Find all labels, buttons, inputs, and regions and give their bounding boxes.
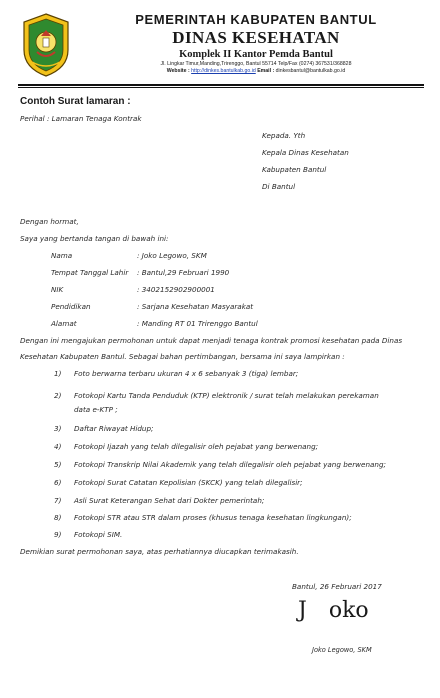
field-label-birth: Tempat Tanggal Lahir (51, 268, 129, 277)
letter-sample-title: Contoh Surat lamaran : (20, 96, 131, 107)
letter-greeting: Dengan hormat, (20, 217, 79, 226)
attachment-number: 2) (54, 391, 62, 400)
letterhead-address: Jl. Lingkar Timur,Manding,Trirenggo, Bantul 55714 Telp/Fax (0274) 367531/368828 (160, 61, 352, 67)
email-address: dinkesbantul@bantulkab.go.id (275, 68, 346, 74)
website-link[interactable]: http://dinkes.bantulkab.go.id (191, 68, 256, 74)
field-value-address: : Manding RT 01 Trirenggo Bantul (137, 319, 258, 328)
attachment-number: 4) (54, 442, 62, 451)
attachment-number: 6) (54, 478, 62, 487)
attachment-text: Fotokopi SIM. (74, 530, 123, 539)
attachment-number: 9) (54, 530, 62, 539)
attachment-text-continued: data e-KTP ; (74, 405, 118, 414)
attachment-text: Fotokopi Surat Catatan Kepolisian (SKCK) yang telah dilegalisir; (74, 478, 303, 487)
email-label: Email : (257, 68, 275, 74)
signature (298, 598, 369, 623)
field-value-nik: : 3402152902900001 (137, 285, 215, 294)
field-label-nik: NIK (51, 285, 64, 294)
field-label-address: Alamat (51, 319, 77, 328)
attachment-text: Fotokopi Transkrip Nilai Akademik yang telah dilegalisir oleh pejabat yang berwenang; (74, 460, 386, 469)
signature-rest: oko (328, 598, 369, 623)
letterhead-complex: Komplek II Kantor Pemda Bantul (179, 49, 333, 60)
attachment-text: Fotokopi Ijazah yang telah dilegalisir oleh pejabat yang berwenang; (74, 442, 319, 451)
letter-subject: Perihal : Lamaran Tenaga Kontrak (20, 114, 142, 123)
letter-place-date: Bantul, 26 Februari 2017 (292, 582, 382, 591)
attachment-number: 3) (54, 424, 62, 433)
letterhead-government: PEMERINTAH KABUPATEN BANTUL (135, 12, 377, 27)
attachment-number: 8) (54, 513, 62, 522)
letter-intro: Saya yang bertanda tangan di bawah ini: (20, 234, 169, 243)
letterhead-contact (76, 68, 436, 75)
field-value-name: : Joko Legowo, SKM (137, 251, 207, 260)
recipient-line-2: Kepala Dinas Kesehatan (262, 148, 349, 157)
attachment-text: Fotokopi STR atau STR dalam proses (khusus tenaga kesehatan lingkungan); (74, 513, 352, 522)
attachment-text: Fotokopi Kartu Tanda Penduduk (KTP) elektronik / surat telah melakukan perekaman (74, 391, 379, 400)
letter-closing: Demikian surat permohonan saya, atas perhatiannya diucapkan terimakasih. (20, 547, 299, 556)
letterhead-divider-thin (18, 87, 424, 88)
field-value-birth: : Bantul,29 Februari 1990 (137, 268, 230, 277)
field-label-name: Nama (51, 251, 73, 260)
website-label: Website : (166, 68, 190, 74)
attachment-number: 7) (54, 496, 62, 505)
attachment-text: Daftar Riwayat Hidup; (74, 424, 154, 433)
letterhead (76, 12, 436, 75)
bantul-regency-seal-icon (20, 12, 72, 78)
field-value-education: : Sarjana Kesehatan Masyarakat (137, 302, 254, 311)
attachment-text: Asli Surat Keterangan Sehat dari Dokter pemerintah; (74, 496, 265, 505)
recipient-line-1: Kepada. Yth (262, 131, 306, 140)
attachment-number: 1) (54, 369, 62, 378)
attachment-text: Foto berwarna terbaru ukuran 4 x 6 sebanyak 3 (tiga) lembar; (74, 369, 299, 378)
field-label-education: Pendidikan (51, 302, 91, 311)
letterhead-department: DINAS KESEHATAN (172, 28, 340, 47)
attachment-number: 5) (54, 460, 62, 469)
signature-initial: J (298, 598, 307, 623)
signer-name: Joko Legowo, SKM (312, 646, 372, 654)
recipient-line-4: Di Bantul (262, 182, 296, 191)
letter-body: Dengan ini mengajukan permohonan untuk dapat menjadi tenaga kontrak promosi kesehatan pada Dinas Kesehatan Kabupaten Bantul. Sebagai bahan pertimbangan, bersama ini saya lampirkan : (20, 336, 403, 361)
letterhead-divider (18, 84, 424, 86)
recipient-line-3: Kabupaten Bantul (262, 165, 327, 174)
